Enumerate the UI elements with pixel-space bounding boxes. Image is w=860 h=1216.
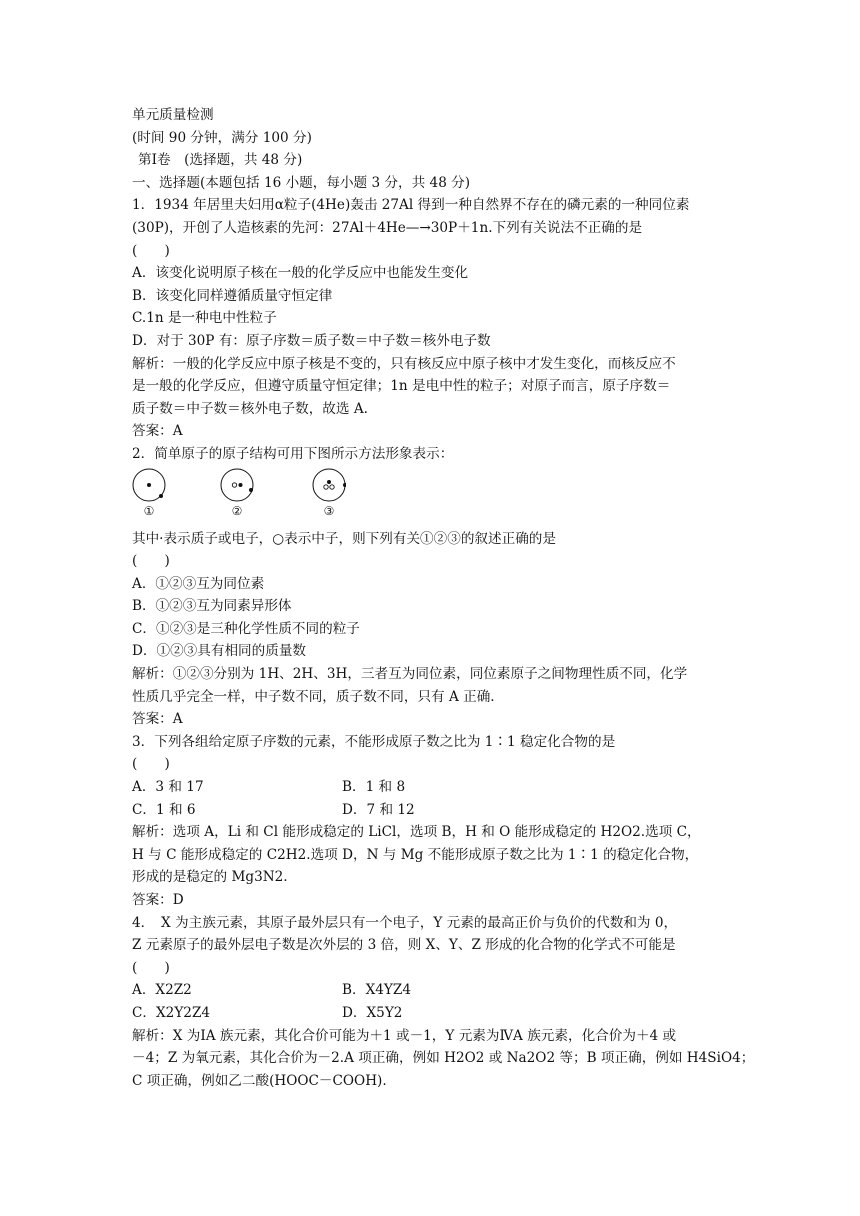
q1-option-b: B．该变化同样遵循质量守恒定律 <box>132 287 333 304</box>
q4-stem-line-1: 4． X 为主族元素，其原子最外层只有一个电子，Y 元素的最高正价与负价的代数和为 0， <box>132 914 678 931</box>
q2-stem: 2．简单原子的原子结构可用下图所示方法形象表示： <box>132 445 454 462</box>
q3-option-a: A．3 和 17 <box>132 779 204 796</box>
q1-analysis-line-1: 解析：一般的化学反应中原子核是不变的，只有核反应中原子核中才发生变化，而核反应不 <box>132 355 676 372</box>
q2-answer-paren: ( ) <box>132 553 170 570</box>
q2-analysis-line-1: 解析：①②③分别为 1H、2H、3H，三者互为同位素，同位素原子之间物理性质不同，化学 <box>132 666 688 683</box>
q3-answer: 答案：D <box>132 892 184 908</box>
q2-description: 其中·表示质子或电子，○表示中子，则下列有关①②③的叙述正确的是 <box>132 530 556 547</box>
atom-label-3: ③ <box>323 503 335 518</box>
q4-option-c: C．X2Y2Z4 <box>132 1004 211 1021</box>
q3-analysis-line-2: H 与 C 能形成稳定的 C2H2.选项 D，N 与 Mg 不能形成原子数之比为 1∶1 的稳定化合物， <box>132 846 699 863</box>
q4-analysis-line-2: －4；Z 为氧元素，其化合价为－2.A 项正确，例如 H2O2 或 Na2O2 等；B 项正确，例如 H4SiO4； <box>132 1050 755 1067</box>
question-4 <box>132 912 755 1093</box>
q2-analysis-line-2: 性质几乎完全一样，中子数不同，质子数不同，只有 A 正确. <box>132 688 495 705</box>
document-page <box>132 104 755 1092</box>
q4-options-row-2 <box>132 1002 732 1025</box>
q3-option-b: B．1 和 8 <box>342 779 406 796</box>
q1-analysis-line-3: 质子数＝中子数＝核外电子数，故选 A. <box>132 400 368 417</box>
atom-diagrams <box>132 468 732 528</box>
q2-option-b: B．①②③互为同素异形体 <box>132 598 292 615</box>
q1-answer-paren: ( ) <box>132 242 170 259</box>
q2-option-c: C．①②③是三种化学性质不同的粒子 <box>132 620 360 637</box>
question-2 <box>132 443 732 731</box>
q1-stem-line-1: 1．1934 年居里夫妇用α粒子(4He)轰击 27Al 得到一种自然界不存在的磷元素的一种同位素 <box>132 197 690 214</box>
q4-analysis-line-1: 解析：X 为ⅠA 族元素，其化合价可能为＋1 或－1，Y 元素为ⅣA 族元素，化合价为＋4 或 <box>132 1027 677 1044</box>
atom-diagram-2 <box>220 468 254 502</box>
q4-option-d: D．X5Y2 <box>342 1004 403 1021</box>
question-1 <box>132 194 732 443</box>
atom-diagram-3 <box>312 468 346 502</box>
q2-option-d: D．①②③具有相同的质量数 <box>132 643 307 660</box>
q3-analysis-line-1: 解析：选项 A，Li 和 Cl 能形成稳定的 LiCl，选项 B，H 和 O 能形成稳定的 H2O2.选项 C， <box>132 824 701 841</box>
question-3 <box>132 731 732 912</box>
q1-option-d: D．对于 30P 有：原子序数＝质子数＝中子数＝核外电子数 <box>132 332 491 349</box>
q1-analysis-line-2: 是一般的化学反应，但遵守质量守恒定律；1n 是电中性的粒子；对原子而言，原子序数＝ <box>132 378 671 395</box>
q1-option-c: C.1n 是一种电中性粒子 <box>132 310 277 327</box>
q3-answer-paren: ( ) <box>132 756 170 773</box>
atom-label-2: ② <box>231 503 243 518</box>
section-heading: 一、选择题(本题包括 16 小题，每小题 3 分，共 48 分) <box>132 174 471 191</box>
q2-option-a: A．①②③互为同位素 <box>132 575 265 592</box>
q4-option-b: B．X4YZ4 <box>342 982 411 999</box>
q3-option-d: D．7 和 12 <box>342 801 415 818</box>
q1-option-a: A．该变化说明原子核在一般的化学反应中也能发生变化 <box>132 265 469 282</box>
q4-stem-line-2: Z 元素原子的最外层电子数是次外层的 3 倍，则 X、Y、Z 形成的化合物的化学式不可能是 <box>132 937 676 954</box>
q4-option-a: A．X2Z2 <box>132 982 192 999</box>
q3-option-c: C．1 和 6 <box>132 801 196 818</box>
q3-analysis-line-3: 形成的是稳定的 Mg3N2. <box>132 869 288 886</box>
q4-options-row-1 <box>132 979 732 1002</box>
q4-answer-paren: ( ) <box>132 959 170 976</box>
q3-options-row-1 <box>132 776 732 799</box>
page-title: 单元质量检测 <box>132 107 214 123</box>
q3-options-row-2 <box>132 799 732 822</box>
atom-diagram-1 <box>132 468 166 502</box>
q3-stem: 3．下列各组给定原子序数的元素，不能形成原子数之比为 1∶1 稳定化合物的是 <box>132 733 616 750</box>
q1-answer: 答案：A <box>132 423 183 440</box>
q1-stem-line-2: (30P)，开创了人造核素的先河：27Al＋4He—→30P＋1n.下列有关说法不正确的是 <box>132 219 643 236</box>
q2-answer: 答案：A <box>132 711 183 728</box>
volume-heading: 第Ⅰ卷 (选择题，共 48 分) <box>138 152 303 169</box>
atom-label-1: ① <box>143 503 155 518</box>
q4-analysis-line-3: C 项正确，例如乙二酸(HOOC－COOH). <box>132 1072 387 1089</box>
time-note: (时间 90 分钟，满分 100 分) <box>132 129 312 146</box>
